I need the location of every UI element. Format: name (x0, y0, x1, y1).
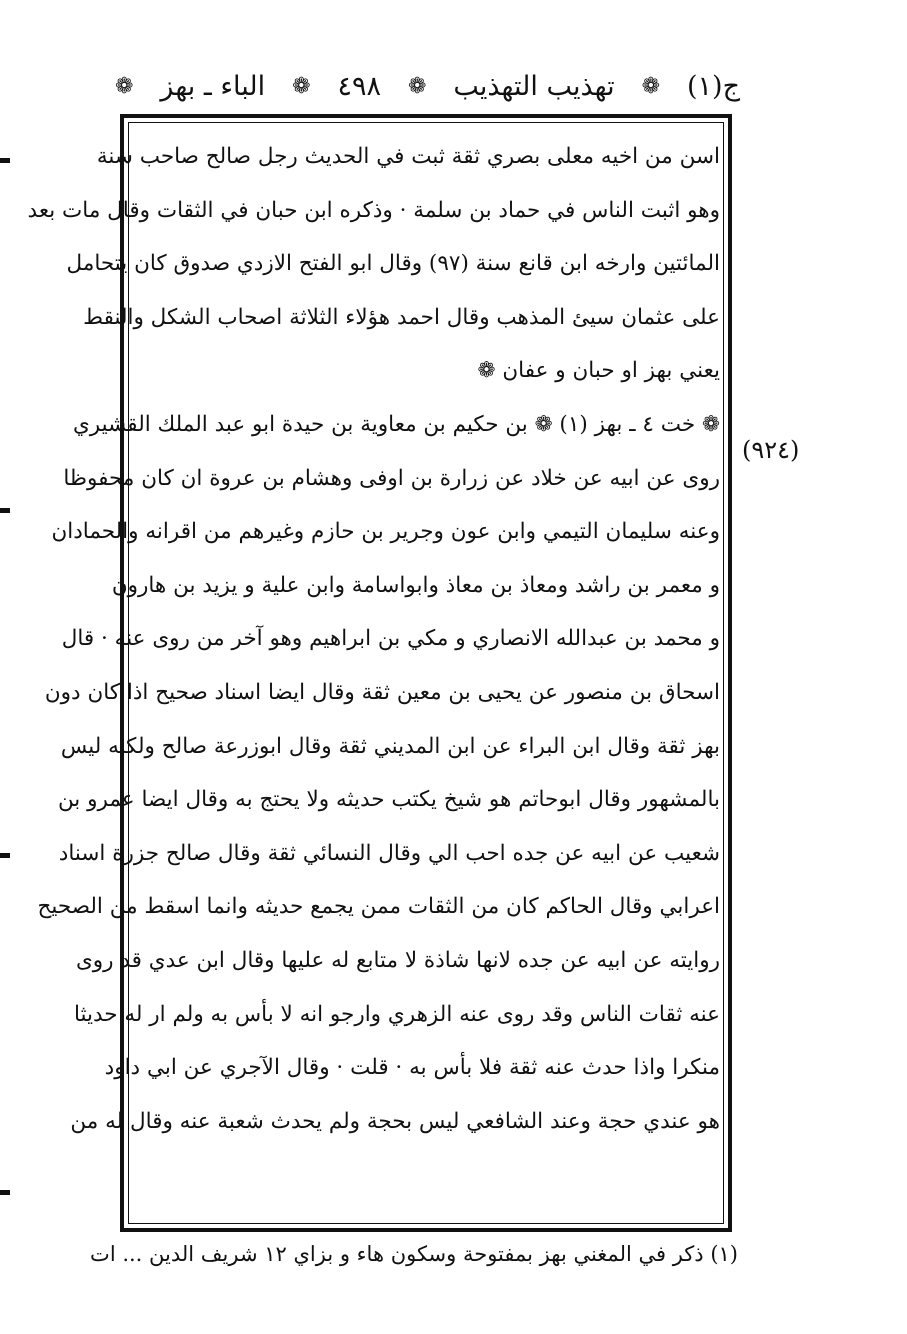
text-line: وعنه سليمان التيمي وابن عون وجرير بن حازم وغيرهم من اقرانه والحمادان (51, 519, 720, 545)
scan-edge-mark (0, 158, 10, 163)
text-line: على عثمان سيئ المذهب وقال احمد هؤلاء الثلاثة اصحاب الشكل والنقط (83, 304, 720, 330)
text-line: بالمشهور وقال ابوحاتم هو شيخ يكتب حديثه ولا يحتج به وقال ايضا عمرو بن (57, 787, 720, 813)
entry-number: (٩٢٤) (742, 436, 800, 464)
text-line: و محمد بن عبدالله الانصاري و مكي بن ابراهيم وهو آخر من روى عنه · قال (61, 626, 720, 652)
text-line: منكرا واذا حدث عنه ثقة فلا بأس به · قلت · وقال الآجري عن ابي داود (104, 1055, 720, 1081)
text-line: المائتين وارخه ابن قانع سنة (٩٧) وقال ابو الفتح الازدي صدوق كان يتحامل (66, 251, 720, 277)
text-line: هو عندي حجة وعند الشافعي ليس بحجة ولم يحدث شعبة عنه وقال له من (70, 1108, 720, 1134)
ornament-icon: ❁ (115, 73, 134, 99)
text-line: روى عن ابيه عن خلاد عن زرارة بن اوفى وهشام بن عروة ان كان محفوظا (63, 465, 720, 491)
text-line: شعيب عن ابيه عن جده احب الي وقال النسائي ثقة وقال صالح جزرة اسناد (58, 840, 720, 866)
ornament-icon: ❁ (292, 73, 311, 99)
page-number: ٤٩٨ (337, 70, 382, 102)
text-line: عنه ثقات الناس وقد روى عنه الزهري وارجو انه لا بأس به ولم ار له حديثا (73, 1001, 720, 1027)
text-line: اسن من اخيه معلى بصري ثقة ثبت في الحديث رجل صالح صاحب سنة (96, 144, 720, 169)
text-line: بهز ثقة وقال ابن البراء عن ابن المديني ثقة وقال ابوزرعة صالح ولكنه ليس (60, 733, 720, 759)
text-line: يعني بهز او حبان و عفان ❁ (477, 358, 720, 384)
scan-edge-mark (0, 508, 10, 513)
entry-heading-line: ❁ خت ٤ ـ بهز (١) ❁ بن حكيم بن معاوية بن حيدة ابو عبد الملك القشيري (72, 411, 720, 437)
footnote: (١) ذكر في المغني بهز بمفتوحة وسكون هاء و بزاي ١٢ شريف الدين ... ات (90, 1242, 738, 1266)
scan-edge-mark (0, 1190, 10, 1195)
ornament-icon: ❁ (407, 73, 427, 99)
body-text (27, 130, 720, 1148)
scan-edge-mark (0, 853, 10, 858)
section-label: الباء ـ بهز (160, 70, 266, 102)
running-header (112, 64, 740, 108)
book-title: تهذيب التهذيب (453, 70, 615, 102)
text-line: و معمر بن راشد ومعاذ بن معاذ وابواسامة وابن علية و يزيد بن هارون (111, 572, 720, 598)
volume-label: ج(١) (686, 70, 740, 102)
text-line: روايته عن ابيه عن جده لانها شاذة لا متابع له عليها وقال ابن عدي قد روى (75, 947, 720, 973)
text-line: اسحاق بن منصور عن يحيى بن معين ثقة وقال ايضا اسناد صحيح اذا كان دون (44, 679, 720, 705)
text-line: وهو اثبت الناس في حماد بن سلمة · وذكره ابن حبان في الثقات وقال مات بعد (27, 197, 720, 223)
text-line: اعرابي وقال الحاكم كان من الثقات ممن يجمع حديثه وانما اسقط من الصحيح (37, 894, 720, 920)
ornament-icon: ❁ (641, 73, 661, 99)
